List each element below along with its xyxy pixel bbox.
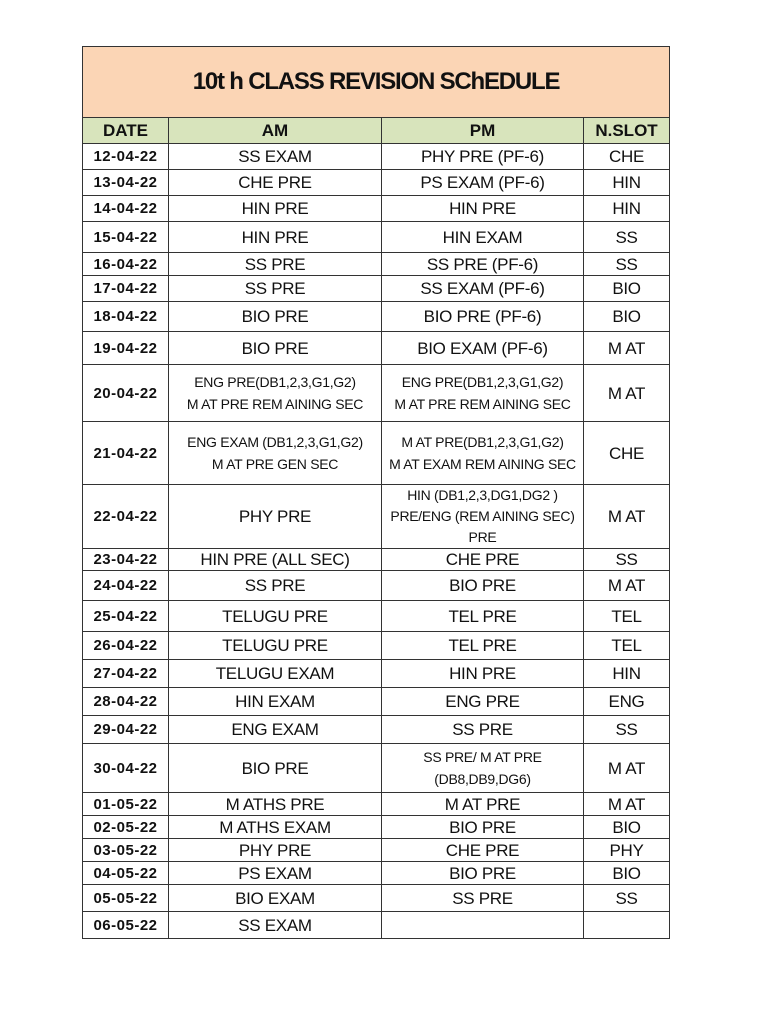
table-row [83, 839, 670, 862]
pm-line: M AT PRE [444, 794, 521, 814]
am-cell [169, 660, 382, 688]
table-row [83, 196, 670, 222]
date-cell: 17-04-22 [83, 276, 169, 302]
am-cell [169, 885, 382, 912]
am-line: BIO PRE [241, 338, 309, 358]
schedule-body [83, 144, 670, 939]
pm-cell [382, 816, 584, 839]
date-cell: 01-05-22 [83, 793, 169, 816]
pm-line: HIN PRE [449, 664, 516, 683]
date-cell: 30-04-22 [83, 744, 169, 793]
nslot-cell: BIO [584, 816, 670, 839]
am-line: M AT PRE GEN SEC [211, 456, 339, 472]
am-cell [169, 601, 382, 632]
date-cell: 16-04-22 [83, 253, 169, 276]
pm-cell [382, 276, 584, 302]
pm-cell [382, 862, 584, 885]
date-cell: 18-04-22 [83, 302, 169, 332]
pm-cell [382, 196, 584, 222]
nslot-cell: SS [584, 885, 670, 912]
table-row [83, 144, 670, 170]
date-cell: 12-04-22 [83, 144, 169, 170]
am-cell [169, 632, 382, 660]
date-cell: 21-04-22 [83, 422, 169, 485]
am-line: HIN EXAM [235, 692, 315, 711]
am-cell [169, 571, 382, 601]
pm-line: M AT EXAM REM AINING SEC [389, 456, 576, 472]
am-cell [169, 793, 382, 816]
am-line: BIO EXAM [235, 888, 315, 908]
pm-cell [382, 253, 584, 276]
pm-line: ENG PRE(DB1,2,3,G1,G2) [401, 374, 564, 390]
table-row [83, 571, 670, 601]
nslot-cell: HIN [584, 196, 670, 222]
am-line: BIO PRE [241, 307, 309, 326]
table-row [83, 816, 670, 839]
nslot-cell: SS [584, 253, 670, 276]
pm-cell [382, 632, 584, 660]
am-line: ENG PRE(DB1,2,3,G1,G2) [194, 374, 356, 390]
date-cell: 25-04-22 [83, 601, 169, 632]
schedule-title: 10t h CLASS REVISION SChEDULE [83, 47, 670, 118]
pm-line: PRE [468, 529, 497, 545]
pm-cell [382, 365, 584, 422]
nslot-cell: BIO [584, 862, 670, 885]
am-line: SS EXAM [238, 147, 312, 166]
pm-cell [382, 549, 584, 571]
pm-line: ENG PRE [445, 692, 520, 711]
am-line: TELUGU PRE [222, 636, 328, 655]
pm-cell [382, 688, 584, 716]
col-header-am: AM [169, 118, 382, 144]
header-row [83, 118, 670, 144]
date-cell: 03-05-22 [83, 839, 169, 862]
pm-line: CHE PRE [445, 840, 520, 860]
table-row [83, 716, 670, 744]
pm-line: (DB8,DB9,DG6) [434, 771, 531, 787]
pm-line: SS PRE/ M AT PRE [423, 749, 542, 765]
pm-line: TEL PRE [448, 606, 517, 626]
pm-cell [382, 222, 584, 253]
nslot-cell: M AT [584, 332, 670, 365]
am-cell [169, 332, 382, 365]
col-header-nslot: N.SLOT [584, 118, 670, 144]
date-cell: 26-04-22 [83, 632, 169, 660]
pm-cell [382, 332, 584, 365]
nslot-cell: BIO [584, 302, 670, 332]
am-cell [169, 276, 382, 302]
am-line: TELUGU PRE [222, 606, 328, 626]
am-cell [169, 744, 382, 793]
table-row [83, 862, 670, 885]
nslot-cell: HIN [584, 170, 670, 196]
am-cell [169, 144, 382, 170]
date-cell: 27-04-22 [83, 660, 169, 688]
pm-cell [382, 839, 584, 862]
nslot-cell: M AT [584, 744, 670, 793]
pm-cell [382, 660, 584, 688]
nslot-cell: M AT [584, 571, 670, 601]
table-row [83, 276, 670, 302]
am-cell [169, 862, 382, 885]
date-cell: 23-04-22 [83, 549, 169, 571]
table-row [83, 549, 670, 571]
pm-line: PS EXAM (PF-6) [420, 173, 545, 192]
pm-line: PRE/ENG (REM AINING SEC) [390, 508, 575, 524]
pm-line: HIN EXAM [442, 227, 523, 247]
nslot-cell: SS [584, 716, 670, 744]
date-cell: 22-04-22 [83, 485, 169, 549]
am-line: M ATHS PRE [225, 794, 325, 814]
date-cell: 06-05-22 [83, 912, 169, 939]
table-row [83, 660, 670, 688]
pm-line: M AT PRE REM AINING SEC [394, 396, 571, 412]
am-cell [169, 253, 382, 276]
date-cell: 15-04-22 [83, 222, 169, 253]
pm-cell [382, 144, 584, 170]
nslot-cell: BIO [584, 276, 670, 302]
table-row [83, 632, 670, 660]
am-line: PHY PRE [238, 507, 312, 526]
pm-line: BIO PRE (PF-6) [423, 307, 542, 326]
revision-schedule-table [82, 46, 670, 939]
date-cell: 05-05-22 [83, 885, 169, 912]
am-cell [169, 196, 382, 222]
date-cell: 28-04-22 [83, 688, 169, 716]
date-cell: 20-04-22 [83, 365, 169, 422]
pm-line: HIN (DB1,2,3,DG1,DG2 ) [407, 487, 558, 503]
nslot-cell: TEL [584, 632, 670, 660]
am-line: M ATHS EXAM [219, 817, 331, 837]
col-header-pm: PM [382, 118, 584, 144]
pm-line: SS PRE [452, 888, 513, 908]
am-cell [169, 365, 382, 422]
pm-cell [382, 422, 584, 485]
nslot-cell: SS [584, 222, 670, 253]
nslot-cell: HIN [584, 660, 670, 688]
am-cell [169, 839, 382, 862]
table-row [83, 744, 670, 793]
pm-cell [382, 793, 584, 816]
am-cell [169, 912, 382, 939]
am-cell [169, 549, 382, 571]
am-line: TELUGU EXAM [215, 664, 335, 683]
am-line: HIN PRE [241, 227, 309, 247]
pm-line: SS PRE [452, 720, 513, 739]
am-line: BIO PRE [241, 758, 309, 778]
pm-line: CHE PRE [445, 550, 520, 569]
nslot-cell: CHE [584, 144, 670, 170]
date-cell: 24-04-22 [83, 571, 169, 601]
pm-cell [382, 716, 584, 744]
pm-line: M AT PRE(DB1,2,3,G1,G2) [401, 434, 564, 450]
am-cell [169, 302, 382, 332]
pm-cell [382, 170, 584, 196]
am-cell [169, 716, 382, 744]
pm-line: SS EXAM (PF-6) [420, 279, 545, 298]
am-cell [169, 422, 382, 485]
table-row [83, 912, 670, 939]
nslot-cell: M AT [584, 793, 670, 816]
nslot-cell: TEL [584, 601, 670, 632]
am-cell [169, 222, 382, 253]
am-cell [169, 170, 382, 196]
pm-cell [382, 885, 584, 912]
am-line: M AT PRE REM AINING SEC [186, 396, 364, 412]
table-row [83, 302, 670, 332]
am-line: ENG EXAM (DB1,2,3,G1,G2) [187, 434, 363, 450]
pm-line: SS PRE (PF-6) [426, 254, 539, 274]
nslot-cell [584, 912, 670, 939]
nslot-cell: ENG [584, 688, 670, 716]
date-cell: 02-05-22 [83, 816, 169, 839]
date-cell: 13-04-22 [83, 170, 169, 196]
col-header-date: DATE [83, 118, 169, 144]
nslot-cell: CHE [584, 422, 670, 485]
table-row [83, 170, 670, 196]
pm-line: BIO PRE [449, 817, 516, 837]
pm-line: HIN PRE [449, 199, 516, 218]
table-row [83, 793, 670, 816]
am-line: SS PRE [244, 279, 306, 298]
pm-line: PHY PRE (PF-6) [420, 147, 544, 166]
table-row [83, 885, 670, 912]
pm-line: TEL PRE [448, 636, 517, 655]
pm-cell [382, 601, 584, 632]
pm-line: BIO EXAM (PF-6) [417, 338, 548, 358]
date-cell: 29-04-22 [83, 716, 169, 744]
am-line: SS EXAM [238, 915, 312, 935]
nslot-cell: PHY [584, 839, 670, 862]
am-line: PHY PRE [238, 840, 312, 860]
table-row [83, 688, 670, 716]
date-cell: 19-04-22 [83, 332, 169, 365]
pm-cell [382, 485, 584, 549]
table-row [83, 332, 670, 365]
am-line: HIN PRE (ALL SEC) [200, 550, 350, 569]
am-cell [169, 485, 382, 549]
am-line: SS PRE [244, 576, 306, 595]
am-line: ENG EXAM [231, 720, 319, 739]
am-line: HIN PRE [241, 199, 309, 218]
pm-cell [382, 744, 584, 793]
table-row [83, 422, 670, 485]
date-cell: 14-04-22 [83, 196, 169, 222]
date-cell: 04-05-22 [83, 862, 169, 885]
am-line: PS EXAM [238, 863, 312, 883]
am-line: SS PRE [244, 254, 306, 274]
am-cell [169, 688, 382, 716]
table-row [83, 222, 670, 253]
pm-cell [382, 912, 584, 939]
pm-line: BIO PRE [449, 863, 516, 883]
table-row [83, 601, 670, 632]
table-row [83, 485, 670, 549]
pm-line: BIO PRE [449, 576, 516, 595]
nslot-cell: M AT [584, 365, 670, 422]
table-row [83, 253, 670, 276]
pm-cell [382, 571, 584, 601]
am-line: CHE PRE [238, 173, 312, 192]
table-row [83, 365, 670, 422]
am-cell [169, 816, 382, 839]
pm-cell [382, 302, 584, 332]
nslot-cell: SS [584, 549, 670, 571]
nslot-cell: M AT [584, 485, 670, 549]
